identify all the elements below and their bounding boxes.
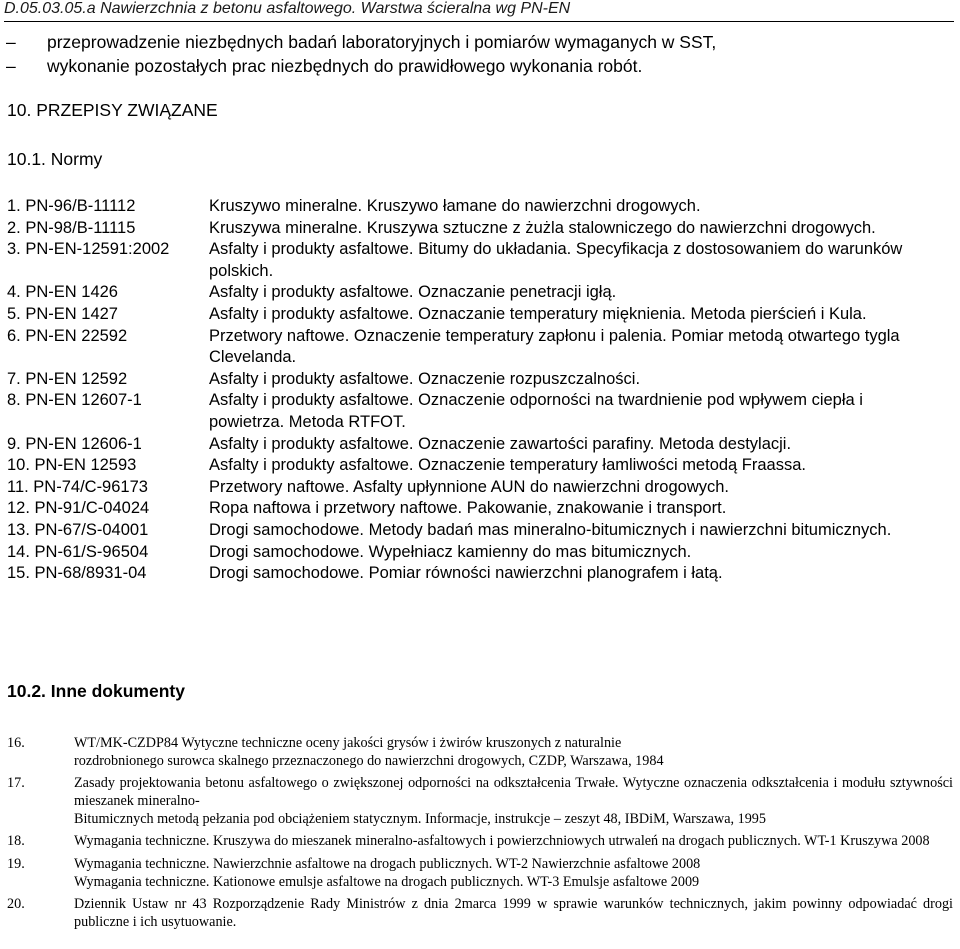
document-number: 19.	[7, 855, 25, 872]
norm-code: 11. PN-74/C-96173	[7, 477, 148, 496]
norm-row	[0, 218, 960, 240]
dash-bullet: –	[6, 56, 16, 76]
document-item	[0, 895, 960, 931]
document-number: 16.	[7, 735, 25, 751]
dash-list	[0, 32, 960, 80]
norm-row	[0, 498, 960, 520]
list-item	[0, 32, 960, 56]
document-text	[74, 734, 953, 770]
section-heading-10: 10. PRZEPISY ZWIĄZANE	[7, 100, 218, 120]
norm-code: 9. PN-EN 12606-1	[7, 434, 142, 453]
norm-code: 2. PN-98/B-11115	[7, 218, 136, 237]
norm-row	[0, 369, 960, 391]
document-line: Bitumicznych metodą pełzania pod obciążeniem statycznym. Informacje, instrukcje – zeszyt 48, IBDiM, Warszawa, 1995	[74, 811, 766, 828]
document-line: Wymagania techniczne. Nawierzchnie asfaltowe na drogach publicznych. WT-2 Nawierzchnie asfaltowe 2008	[74, 855, 701, 872]
norm-code: 4. PN-EN 1426	[7, 283, 118, 302]
norm-code: 15. PN-68/8931-04	[7, 564, 147, 583]
norm-row	[0, 282, 960, 304]
norm-desc: Drogi samochodowe. Metody badań mas mineralno-bitumicznych i nawierzchni bitumicznych.	[209, 520, 892, 539]
norm-row	[0, 390, 960, 433]
norm-row	[0, 520, 960, 542]
document-line: Wymagania techniczne. Kationowe emulsje asfaltowe na drogach publicznych. WT-3 Emulsje asfaltowe 2009	[74, 873, 700, 890]
norm-code: 7. PN-EN 12592	[7, 369, 128, 388]
document-header: D.05.03.05.a Nawierzchnia z betonu asfaltowego. Warstwa ścieralna wg PN-EN	[4, 0, 954, 22]
norm-desc: Przetwory naftowe. Oznaczenie temperatury zapłonu i palenia. Pomiar metodą otwartego tygla Clevelanda.	[209, 326, 900, 367]
norm-desc: Kruszywo mineralne. Kruszywo łamane do nawierzchni drogowych.	[209, 197, 701, 215]
document-item	[0, 734, 960, 770]
document-line: Wymagania techniczne. Kruszywa do mieszanek mineralno-asfaltowych i powierzchniowych utrwaleń na drogach publicznych. WT-1 Kruszywa 2008	[74, 833, 930, 850]
document-line: WT/MK-CZDP84 Wytyczne techniczne oceny jakości grysów i żwirów kruszonych z naturalnie	[74, 735, 622, 751]
norm-row	[0, 434, 960, 456]
norm-code: 10. PN-EN 12593	[7, 456, 137, 475]
norm-desc: Asfalty i produkty asfaltowe. Oznaczanie temperatury mięknienia. Metoda pierścień i Kula.	[209, 304, 867, 323]
norm-desc: Asfalty i produkty asfaltowe. Bitumy do układania. Specyfikacja z dostosowaniem do warunków polskich.	[209, 240, 903, 280]
norm-row	[0, 196, 960, 218]
document-line: rozdrobnionego surowca skalnego przeznaczonego do nawierzchni drogowych, CZDP, Warszawa, 1984	[74, 753, 664, 770]
documents-list	[0, 734, 960, 931]
norm-desc: Asfalty i produkty asfaltowe. Oznaczenie odporności na twardnienie pod wpływem ciepła i powietrza. Metoda RTFOT.	[209, 391, 863, 431]
norm-row	[0, 477, 960, 499]
section-heading-10-2: 10.2. Inne dokumenty	[7, 681, 185, 701]
dash-bullet: –	[6, 32, 16, 52]
document-text	[74, 895, 953, 931]
section-heading-10-1: 10.1. Normy	[7, 149, 103, 169]
document-text	[74, 855, 953, 891]
norm-desc: Ropa naftowa i przetwory naftowe. Pakowanie, znakowanie i transport.	[209, 499, 727, 518]
document-text	[74, 832, 953, 850]
norm-desc: Asfalty i produkty asfaltowe. Oznaczanie penetracji igłą.	[209, 283, 617, 302]
norm-row	[0, 326, 960, 369]
document-item	[0, 855, 960, 891]
document-line: Dziennik Ustaw nr 43 Rozporządzenie Rady Ministrów z dnia 2marca 1999 w sprawie warunków technicznych, jakim powinny odpowiadać drogi publiczne i ich usytuowanie.	[74, 895, 953, 930]
document-number: 18.	[7, 833, 25, 850]
document-text	[74, 774, 953, 828]
norm-desc: Kruszywa mineralne. Kruszywa sztuczne z żużla stalowniczego do nawierzchni drogowych.	[209, 218, 876, 237]
list-item	[0, 56, 960, 80]
norm-desc: Asfalty i produkty asfaltowe. Oznaczenie zawartości parafiny. Metoda destylacji.	[209, 434, 792, 453]
norm-row	[0, 563, 960, 585]
list-item-text: wykonanie pozostałych prac niezbędnych do prawidłowego wykonania robót.	[47, 56, 643, 76]
norm-desc: Drogi samochodowe. Pomiar równości nawierzchni planografem i łatą.	[209, 564, 723, 583]
norm-code: 14. PN-61/S-96504	[7, 542, 149, 561]
norm-row	[0, 542, 960, 564]
document-line: Zasady projektowania betonu asfaltowego o zwiększonej odporności na odkształcenia Trwałe. Wytyczne oznaczenia odkształcenia i modułu sztywności mieszanek mineralno-	[74, 775, 953, 810]
norm-row	[0, 304, 960, 326]
norms-list	[0, 196, 960, 585]
norm-row	[0, 239, 960, 282]
norm-row	[0, 455, 960, 477]
norm-desc: Drogi samochodowe. Wypełniacz kamienny do mas bitumicznych.	[209, 542, 692, 561]
document-item	[0, 774, 960, 828]
norm-desc: Asfalty i produkty asfaltowe. Oznaczenie rozpuszczalności.	[209, 369, 641, 388]
norm-code: 1. PN-96/B-11112	[7, 197, 136, 215]
norm-code: 12. PN-91/C-04024	[7, 499, 150, 518]
norm-code: 13. PN-67/S-04001	[7, 520, 149, 539]
norm-code: 6. PN-EN 22592	[7, 326, 128, 345]
norm-desc: Przetwory naftowe. Asfalty upłynnione AUN do nawierzchni drogowych.	[209, 477, 730, 496]
list-item-text: przeprowadzenie niezbędnych badań laboratoryjnych i pomiarów wymaganych w SST,	[47, 32, 717, 52]
document-number: 20.	[7, 895, 25, 912]
norm-code: 8. PN-EN 12607-1	[7, 391, 142, 410]
norm-code: 5. PN-EN 1427	[7, 304, 118, 323]
document-item	[0, 832, 960, 850]
norm-code: 3. PN-EN-12591:2002	[7, 240, 170, 259]
norm-desc: Asfalty i produkty asfaltowe. Oznaczenie temperatury łamliwości metodą Fraassa.	[209, 456, 806, 475]
document-number: 17.	[7, 775, 25, 792]
